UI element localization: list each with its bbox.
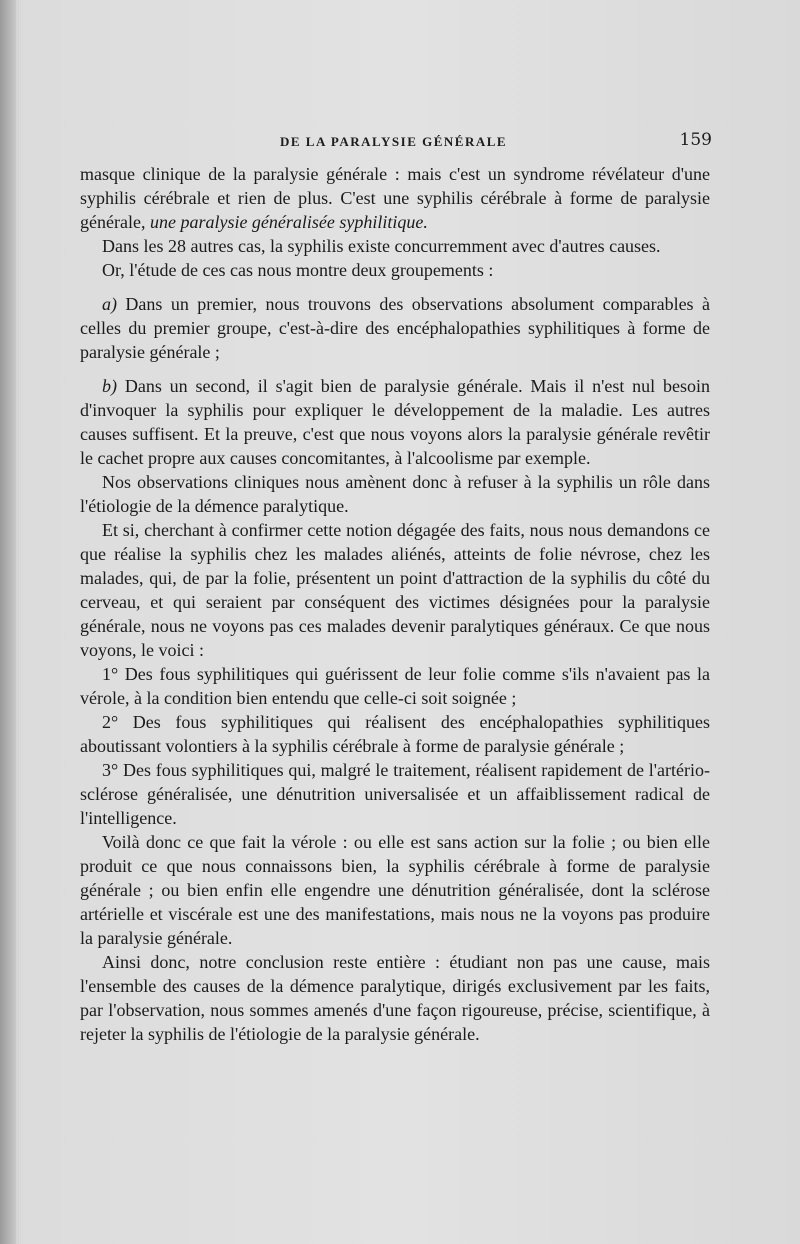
- paragraph-continuation-text: masque clinique de la paralysie générale : mais c'est un syndrome révélateur d'une syphilis cérébrale et rien de plus. C'est une syphilis cérébrale à forme de paralysie générale,: [80, 164, 710, 232]
- group-a-marker: a): [102, 294, 117, 314]
- paragraph-other-causes: Dans les 28 autres cas, la syphilis existe concurremment avec d'autres causes.: [102, 236, 661, 256]
- paragraph-clinical-observations: Nos observations cliniques nous amènent donc à refuser à la syphilis un rôle dans l'étiologie de la démence paralytique.: [80, 472, 710, 516]
- paragraph-conclusion: Ainsi donc, notre conclusion reste entière : étudiant non pas une cause, mais l'ensemble des causes de la démence paralytique, dirigés exclusivement par les faits, par l'observation, nous sommes amenés d'une façon rigoureuse, précise, scientifique, à rejeter la syphilis de l'étiologie de la paralysie générale.: [80, 952, 710, 1044]
- group-a: [80, 292, 710, 364]
- page-number: 159: [679, 130, 712, 150]
- list-item-3: 3° Des fous syphilitiques qui, malgré le traitement, réalisent rapidement de l'artério-sclérose généralisée, une dénutrition universalisée et un affaiblissement radical de l'intelligence.: [80, 760, 710, 828]
- list-item-2: 2° Des fous syphilitiques qui réalisent des encéphalopathies syphilitiques aboutissant volontiers à la syphilis cérébrale à forme de paralysie générale ;: [80, 712, 710, 756]
- group-b: [80, 374, 710, 470]
- group-a-text: Dans un premier, nous trouvons des observations absolument comparables à celles du premier groupe, c'est-à-dire des encéphalopathies syphilitiques à forme de paralysie générale ;: [80, 294, 710, 362]
- body-text: [80, 162, 710, 1046]
- paragraph-summary: Voilà donc ce que fait la vérole : ou elle est sans action sur la folie ; ou bien elle produit ce que nous connaissons bien, la syphilis cérébrale à forme de paralysie générale ; ou bien enfin elle engendre une dénutrition généralisée, dont la sclérose artérielle et viscérale est une des manifestations, mais nous ne la voyons pas produire la paralysie générale.: [80, 832, 710, 948]
- paragraph-groupings: Or, l'étude de ces cas nous montre deux groupements :: [102, 260, 494, 280]
- page-gutter-shadow: [0, 0, 16, 1244]
- group-b-text: Dans un second, il s'agit bien de paralysie générale. Mais il n'est nul besoin d'invoquer la syphilis pour expliquer le développement de la maladie. Les autres causes suffisent. Et la preuve, c'est que nous voyons alors la paralysie générale revêtir le cachet propre aux causes concomitantes, à l'alcoolisme par exemple.: [80, 376, 710, 468]
- list-item-1: 1° Des fous syphilitiques qui guérissent de leur folie comme s'ils n'avaient pas la vérole, à la condition bien entendu que celle-ci soit soignée ;: [80, 664, 710, 708]
- group-b-marker: b): [102, 376, 117, 396]
- paragraph-confirmation: Et si, cherchant à confirmer cette notion dégagée des faits, nous nous demandons ce que réalise la syphilis chez les malades aliénés, atteints de folie névrose, chez les malades, qui, de par la folie, présentent un point d'attraction de la syphilis du côté du cerveau, et qui seraient par conséquent des victimes désignées pour la paralysie générale, nous ne voyons pas ces malades devenir paralytiques généraux. Ce que nous voyons, le voici :: [80, 520, 710, 660]
- italic-phrase: une paralysie généralisée syphilitique.: [149, 212, 428, 232]
- running-title: DE LA PARALYSIE GÉNÉRALE: [280, 134, 508, 149]
- page-header: [80, 130, 712, 154]
- paragraph-continuation: [80, 162, 710, 234]
